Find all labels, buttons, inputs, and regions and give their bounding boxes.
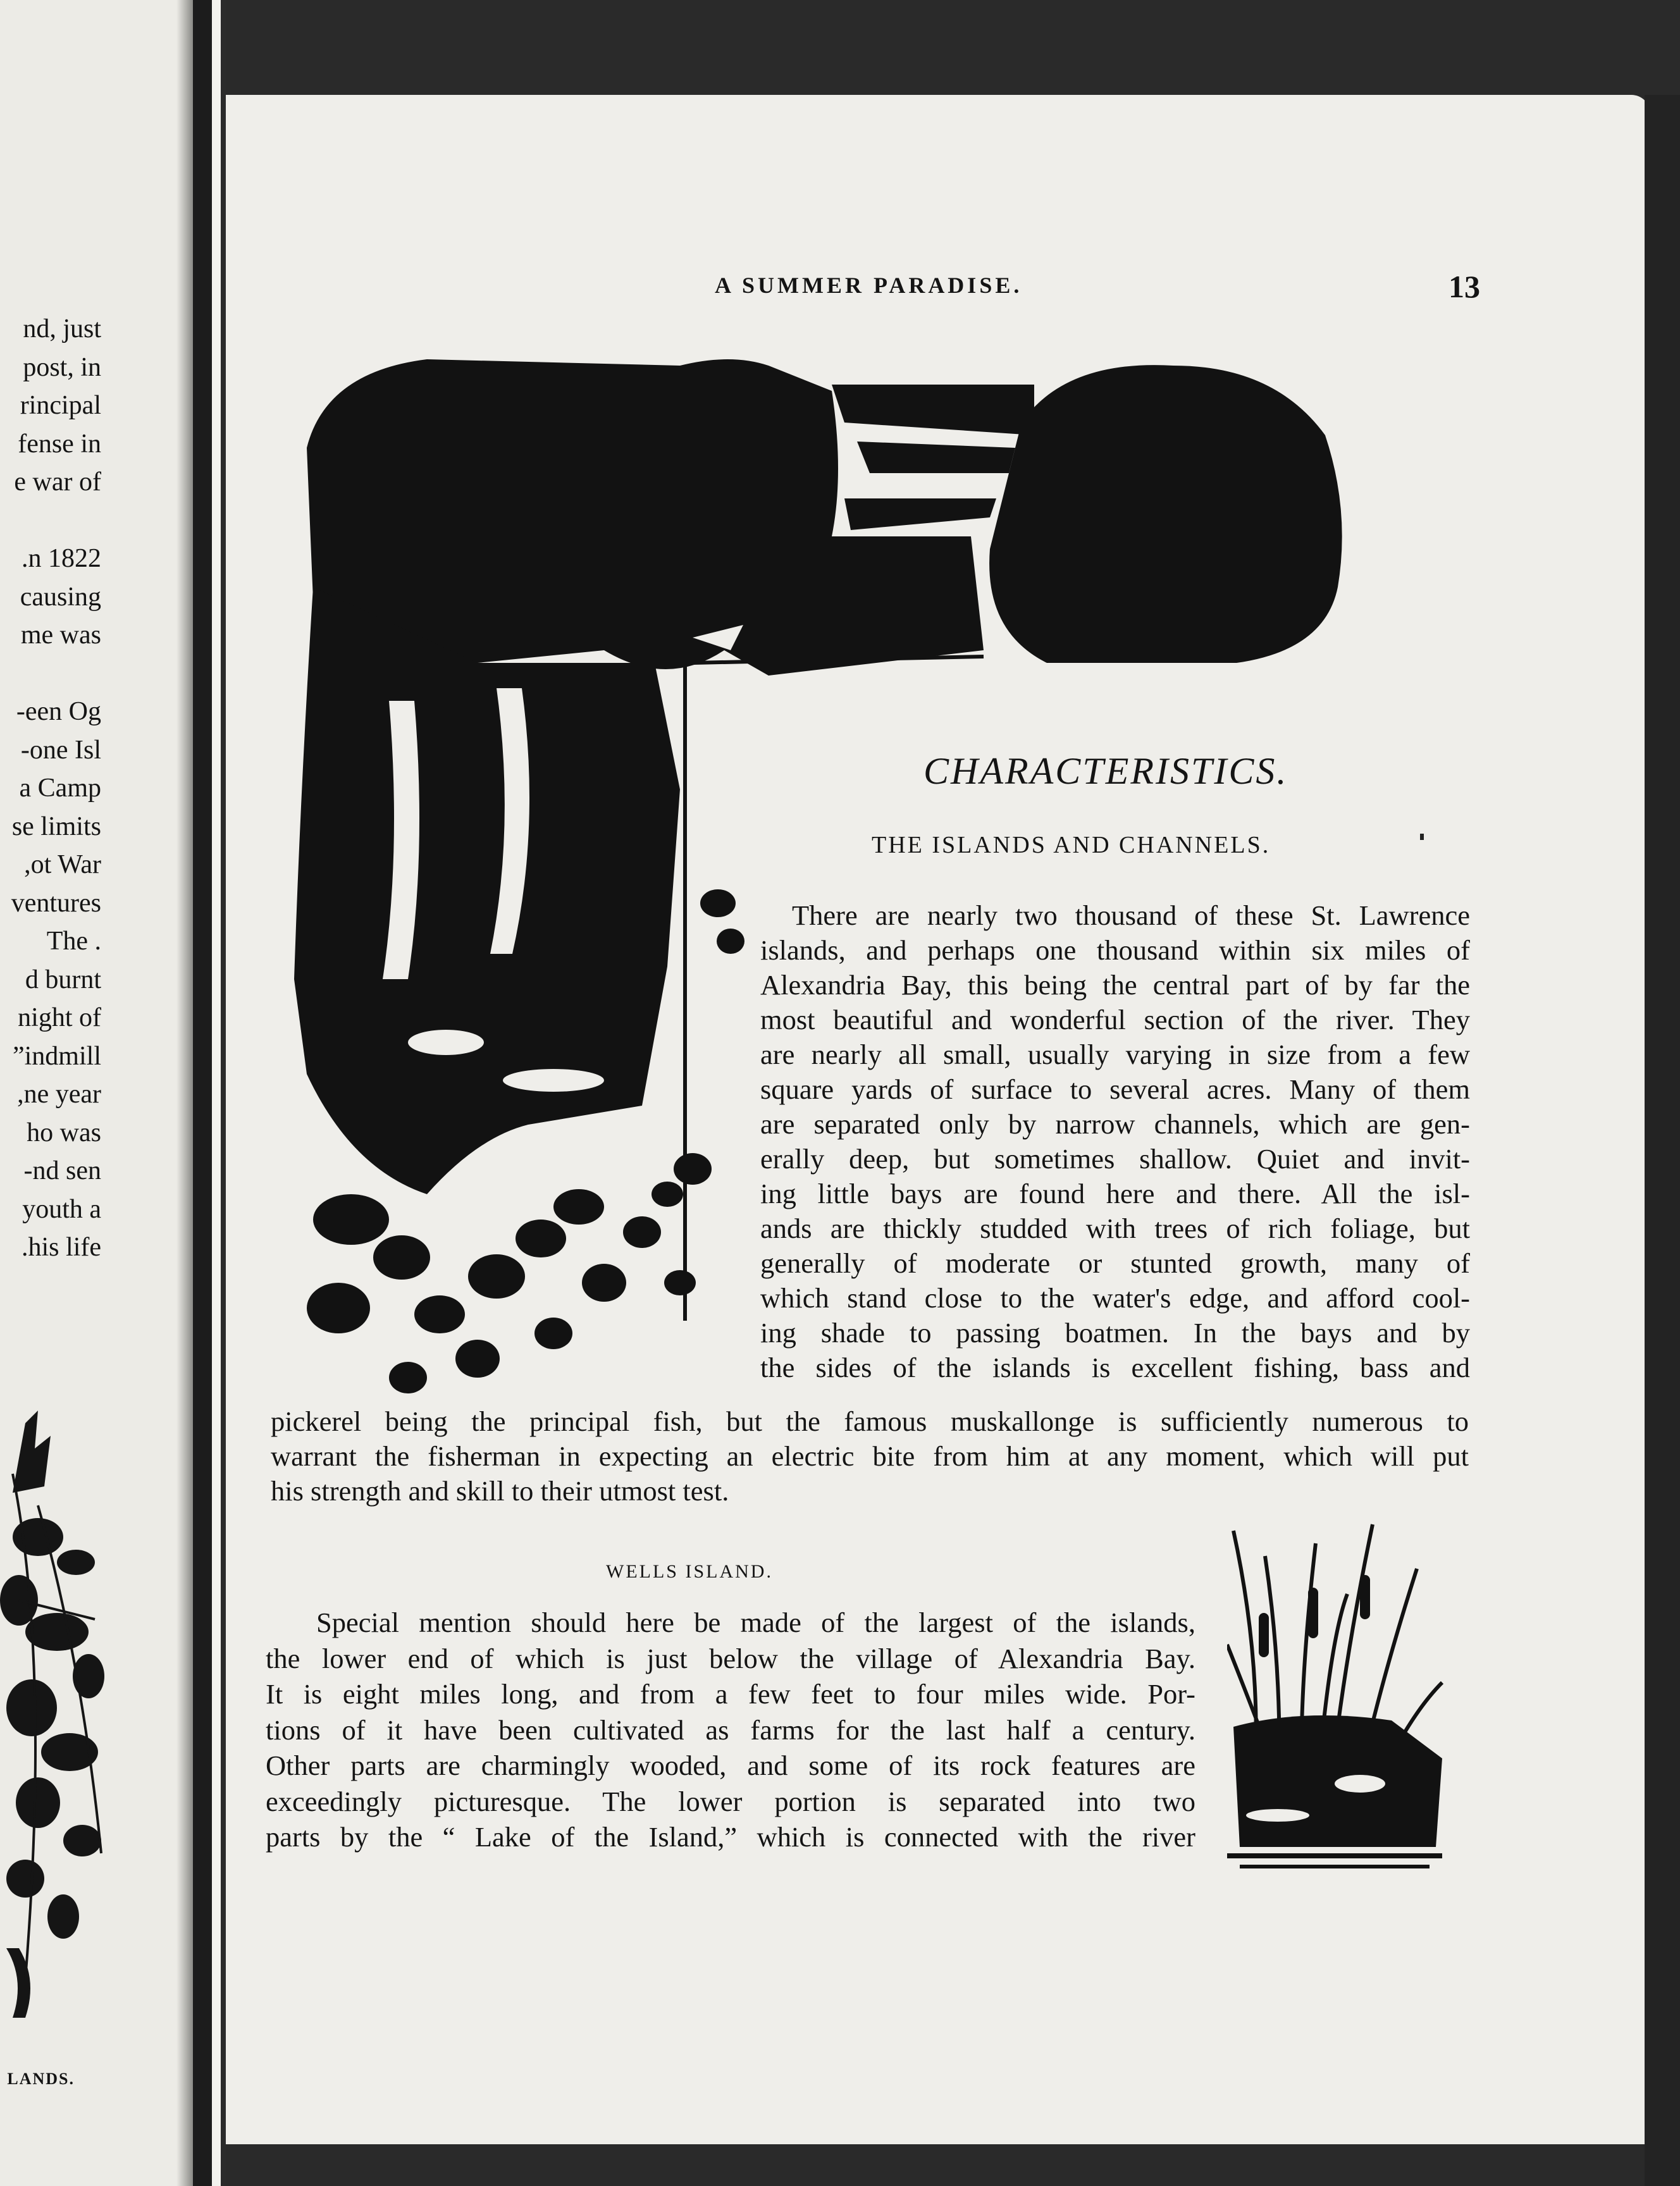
previous-page-line: his life. bbox=[22, 1233, 101, 1262]
previous-page-line: nd sen- bbox=[23, 1156, 101, 1185]
print-speck bbox=[1420, 834, 1424, 840]
running-head: A SUMMER PARADISE. bbox=[715, 273, 1023, 298]
previous-page-line: ne year, bbox=[17, 1080, 101, 1109]
text-line: Special mention should here be made of the largest of the islands, bbox=[316, 1607, 1195, 1638]
chapter-title: CHARACTERISTICS. bbox=[923, 750, 1288, 792]
previous-page-line: post, in bbox=[23, 352, 101, 382]
text-line: generally of moderate or stunted growth, many of bbox=[760, 1247, 1470, 1279]
previous-page-line: ho was bbox=[27, 1118, 101, 1147]
page-edge-strip bbox=[212, 0, 221, 2186]
previous-page-line: nd, just bbox=[23, 314, 101, 343]
paragraph-islands-narrow bbox=[760, 898, 1470, 1385]
page-number: 13 bbox=[1448, 269, 1480, 304]
text-line: square yards of surface to several acres. Many of them bbox=[760, 1073, 1470, 1105]
previous-page-line: youth a bbox=[22, 1194, 101, 1224]
section-heading-wells-island: WELLS ISLAND. bbox=[606, 1561, 773, 1582]
previous-page-line: een Og- bbox=[16, 697, 101, 726]
gutter-shadow bbox=[176, 0, 193, 2186]
previous-page-line: one Isl- bbox=[20, 735, 101, 765]
text-line: warrant the fisherman in expecting an electric bite from him at any moment, which will put bbox=[271, 1440, 1469, 1472]
previous-page-caption: LANDS. bbox=[7, 2070, 75, 2088]
text-line: parts by the “ Lake of the Island,” which is connected with the river bbox=[266, 1821, 1195, 1853]
previous-page-line: fense in bbox=[18, 429, 101, 459]
text-line: are separated only by narrow channels, which are gen- bbox=[760, 1108, 1470, 1140]
text-line: his strength and skill to their utmost test. bbox=[271, 1475, 729, 1507]
section-heading-islands-and-channels: THE ISLANDS AND CHANNELS. bbox=[872, 832, 1271, 858]
previous-page-line: ventures bbox=[11, 888, 101, 918]
previous-page-line: ot War, bbox=[24, 850, 101, 879]
text-line: pickerel being the principal fish, but the famous muskallonge is sufficiently numerous to bbox=[271, 1405, 1469, 1437]
foliage-engraving bbox=[0, 1411, 114, 2056]
previous-page-line: . The bbox=[46, 927, 101, 956]
text-line: ands are thickly studded with trees of rich foliage, but bbox=[760, 1213, 1470, 1244]
previous-page-line: n 1822. bbox=[22, 544, 101, 573]
text-line: There are nearly two thousand of these St. Lawrence bbox=[792, 899, 1470, 931]
previous-page-line: causing bbox=[20, 582, 101, 612]
text-line: islands, and perhaps one thousand within six miles of bbox=[760, 934, 1470, 966]
binding-line bbox=[221, 0, 226, 2186]
book-spine bbox=[193, 0, 212, 2186]
text-line: Other parts are charmingly wooded, and some of its rock features are bbox=[266, 1750, 1195, 1781]
text-line: ing little bays are found here and there. All the isl- bbox=[760, 1178, 1470, 1209]
text-line: exceedingly picturesque. The lower portion is separated into two bbox=[266, 1785, 1195, 1817]
previous-page-line: me was bbox=[20, 621, 101, 650]
text-line: It is eight miles long, and from a few feet to four miles wide. Por- bbox=[266, 1678, 1195, 1710]
previous-page-line: indmill” bbox=[12, 1041, 101, 1071]
previous-page-line bbox=[0, 655, 101, 693]
reeds-engraving bbox=[1227, 1518, 1448, 1872]
text-line: ing shade to passing boatmen. In the bays and by bbox=[760, 1317, 1470, 1349]
previous-page-line: a Camp bbox=[19, 774, 101, 803]
text-line: are nearly all small, usually varying in size from a few bbox=[760, 1039, 1470, 1070]
text-line: erally deep, but sometimes shallow. Quiet and invit- bbox=[760, 1143, 1470, 1175]
text-line: Alexandria Bay, this being the central part of by far the bbox=[760, 969, 1470, 1001]
previous-page-line: rincipal bbox=[20, 391, 101, 420]
previous-page bbox=[0, 0, 193, 2186]
previous-page-line: e war of bbox=[14, 467, 101, 497]
previous-page-line: d burnt bbox=[25, 965, 101, 994]
text-line: tions of it have been cultivated as farms for the last half a century. bbox=[266, 1714, 1195, 1746]
paragraph-islands-wide bbox=[271, 1404, 1469, 1509]
text-line: the lower end of which is just below the village of Alexandria Bay. bbox=[266, 1642, 1195, 1674]
previous-page-line: night of bbox=[18, 1003, 101, 1032]
previous-page-line: se limits bbox=[11, 812, 101, 841]
text-line: the sides of the islands is excellent fishing, bass and bbox=[760, 1352, 1470, 1383]
previous-page-line bbox=[0, 502, 101, 540]
scan-border bbox=[1645, 95, 1680, 2186]
paragraph-wells-island bbox=[266, 1605, 1195, 1855]
text-line: most beautiful and wonderful section of the river. They bbox=[760, 1004, 1470, 1035]
text-line: which stand close to the water's edge, and afford cool- bbox=[760, 1282, 1470, 1314]
previous-page-text bbox=[0, 310, 101, 1267]
